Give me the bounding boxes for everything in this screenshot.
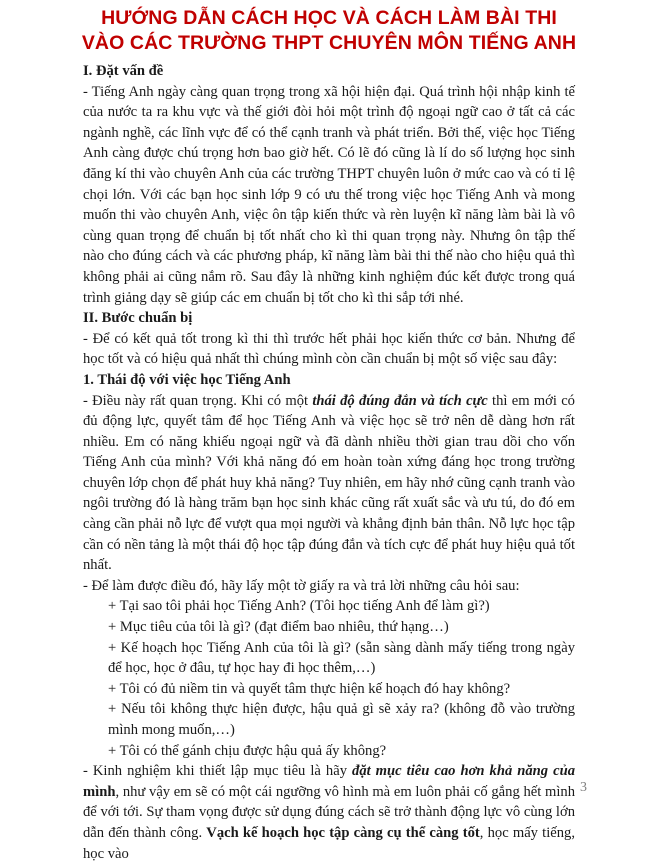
subsection-1-heading: 1. Thái độ với việc học Tiếng Anh	[83, 371, 291, 388]
question-item-1: + Tại sao tôi phải học Tiếng Anh? (Tôi học tiếng Anh để làm gì?)	[108, 598, 490, 615]
question-item-3: + Kế hoạch học Tiếng Anh của tôi là gì? (sẵn sàng dành mấy tiếng trong ngày để học, học ở đâu, tự học hay đi học thêm,…)	[108, 639, 575, 677]
section-2-paragraph-3: - Để làm được điều đó, hãy lấy một tờ giấy ra và trả lời những câu hỏi sau:	[83, 577, 520, 594]
emphasis-text: thái độ đúng đắn và tích cực	[312, 392, 488, 409]
bold-text: Vạch kế hoạch học tập càng cụ thể càng tốt	[206, 824, 480, 841]
section-2-paragraph-1: - Để có kết quả tốt trong kì thi thì trước hết phải học kiến thức cơ bản. Nhưng để học tốt và có hiệu quả nhất thì chúng mình còn cần chuẩn bị một số việc sau đây:	[83, 330, 575, 368]
section-2-paragraph-2	[83, 391, 575, 576]
title-line-1: HƯỚNG DẪN CÁCH HỌC VÀ CÁCH LÀM BÀI THI	[101, 7, 557, 29]
section-2-heading: II. Bước chuẩn bị	[83, 310, 193, 327]
document-title	[65, 6, 593, 56]
text-run: - Kinh nghiệm khi thiết lập mục tiêu là hãy	[83, 763, 353, 780]
section-1-paragraph: - Tiếng Anh ngày càng quan trọng trong xã hội hiện đại. Quá trình hội nhập kinh tế của nước ta ra khu vực và thế giới đòi hỏi một trình độ ngoại ngữ cao ở tất cả các ngành nghề, các lĩnh vực để có thể cạnh tranh và phát triển. Bởi thế, việc học Tiếng Anh càng được chú trọng hơn bao giờ hết. Có lẽ đó cũng là lí do số lượng học sinh đăng kí thi vào chuyên Anh của các trường THPT chuyên luôn ở mức cao và có tỉ lệ chọi lớn. Với các bạn học sinh lớp 9 có ưu thế trong việc học Tiếng Anh và mong muốn thi vào chuyên Anh, việc ôn tập kiến thức và rèn luyện kĩ năng làm bài là vô cùng quan trọng để chuẩn bị tốt nhất cho kì thi quan trọng này. Nhưng ôn tập thế nào cho đúng cách và các phương pháp, kĩ năng làm bài thi thế nào cho hiệu quả thì không phải ai cũng nắm rõ. Sau đây là những kinh nghiệm đúc kết được trong quá trình giảng dạy sẽ giúp các em chuẩn bị tốt cho kì thi sắp tới nhé.	[83, 83, 575, 306]
text-run: - Điều này rất quan trọng. Khi có một	[83, 392, 313, 409]
text-run: , học mấy tiếng, học vào	[83, 824, 575, 862]
page-number: 3	[580, 780, 587, 795]
emphasis-text: đặt mục tiêu cao hơn khả năng của	[352, 763, 575, 780]
text-run: thì em mới có đủ động lực, quyết tâm để học Tiếng Anh và việc học sẽ trở nên dễ dàng hơn rất nhiều. Em có năng khiếu ngoại ngữ và đã dành nhiều thời gian trau dồi cho vốn Tiếng Anh của mình? Với khả năng đó em hoàn toàn xứng đáng học trong trường chuyên lớp chọn để phát huy khả năng? Tuy nhiên, em hãy nhớ cũng cạnh tranh vào ngôi trường đó là hàng trăm bạn học sinh khác cũng rất xuất sắc và ưu tú, do đó em càng cần phải nỗ lực để vượt qua mọi người và khẳng định bản thân. Nỗ lực học tập cần có nền tảng là một thái độ học tập đúng đắn và tích cực để phát huy hiệu quả tốt nhất.	[83, 392, 575, 574]
section-1-heading: I. Đặt vấn đề	[83, 63, 164, 79]
document-body	[83, 61, 575, 864]
question-item-6: + Tôi có thể gánh chịu được hậu quả ấy không?	[108, 742, 387, 759]
text-run: , như vậy em sẽ có một cái ngưỡng vô hình mà em luôn phải cố gắng hết mình để với tới. Sự tham vọng được sử dụng đúng cách sẽ trở thành động lực vô cùng lớn dẫn đến thành công.	[83, 783, 575, 841]
bold-text: mình	[83, 783, 116, 800]
question-item-2: + Mục tiêu của tôi là gì? (đạt điểm bao nhiêu, thứ hạng…)	[108, 619, 449, 636]
question-item-5: + Nếu tôi không thực hiện được, hậu quả gì sẽ xảy ra? (không đỗ vào trường mình mong muốn,…)	[108, 701, 575, 738]
title-line-2: VÀO CÁC TRƯỜNG THPT CHUYÊN MÔN TIẾNG ANH	[81, 32, 577, 54]
question-item-4: + Tôi có đủ niềm tin và quyết tâm thực hiện kế hoạch đó hay không?	[108, 680, 511, 697]
section-2-paragraph-4	[83, 761, 575, 864]
